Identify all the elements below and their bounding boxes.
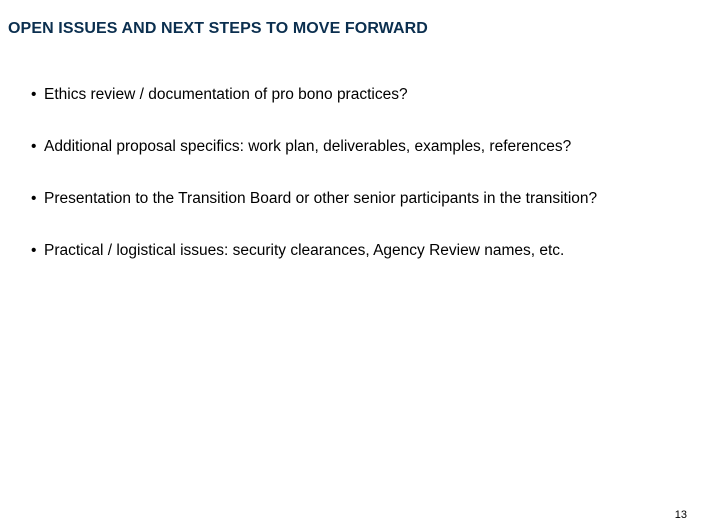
bullet-item-practical-issues (31, 238, 597, 263)
bullet-icon: • (31, 190, 37, 207)
bullet-item-proposal-specifics (31, 134, 597, 159)
slide-title: OPEN ISSUES AND NEXT STEPS TO MOVE FORWARD (8, 20, 428, 37)
bullet-text: Presentation to the Transition Board or other senior participants in the transition? (44, 190, 598, 207)
bullet-list (31, 82, 597, 290)
page-number: 13 (674, 509, 687, 521)
bullet-text: Ethics review / documentation of pro bono practices? (44, 86, 408, 103)
bullet-text: Practical / logistical issues: security clearances, Agency Review names, etc. (44, 242, 565, 259)
bullet-item-ethics-review (31, 82, 597, 107)
bullet-item-presentation (31, 186, 597, 211)
bullet-icon: • (31, 138, 37, 155)
bullet-icon: • (31, 242, 37, 259)
bullet-icon: • (31, 86, 37, 103)
bullet-text: Additional proposal specifics: work plan, deliverables, examples, references? (44, 138, 572, 155)
